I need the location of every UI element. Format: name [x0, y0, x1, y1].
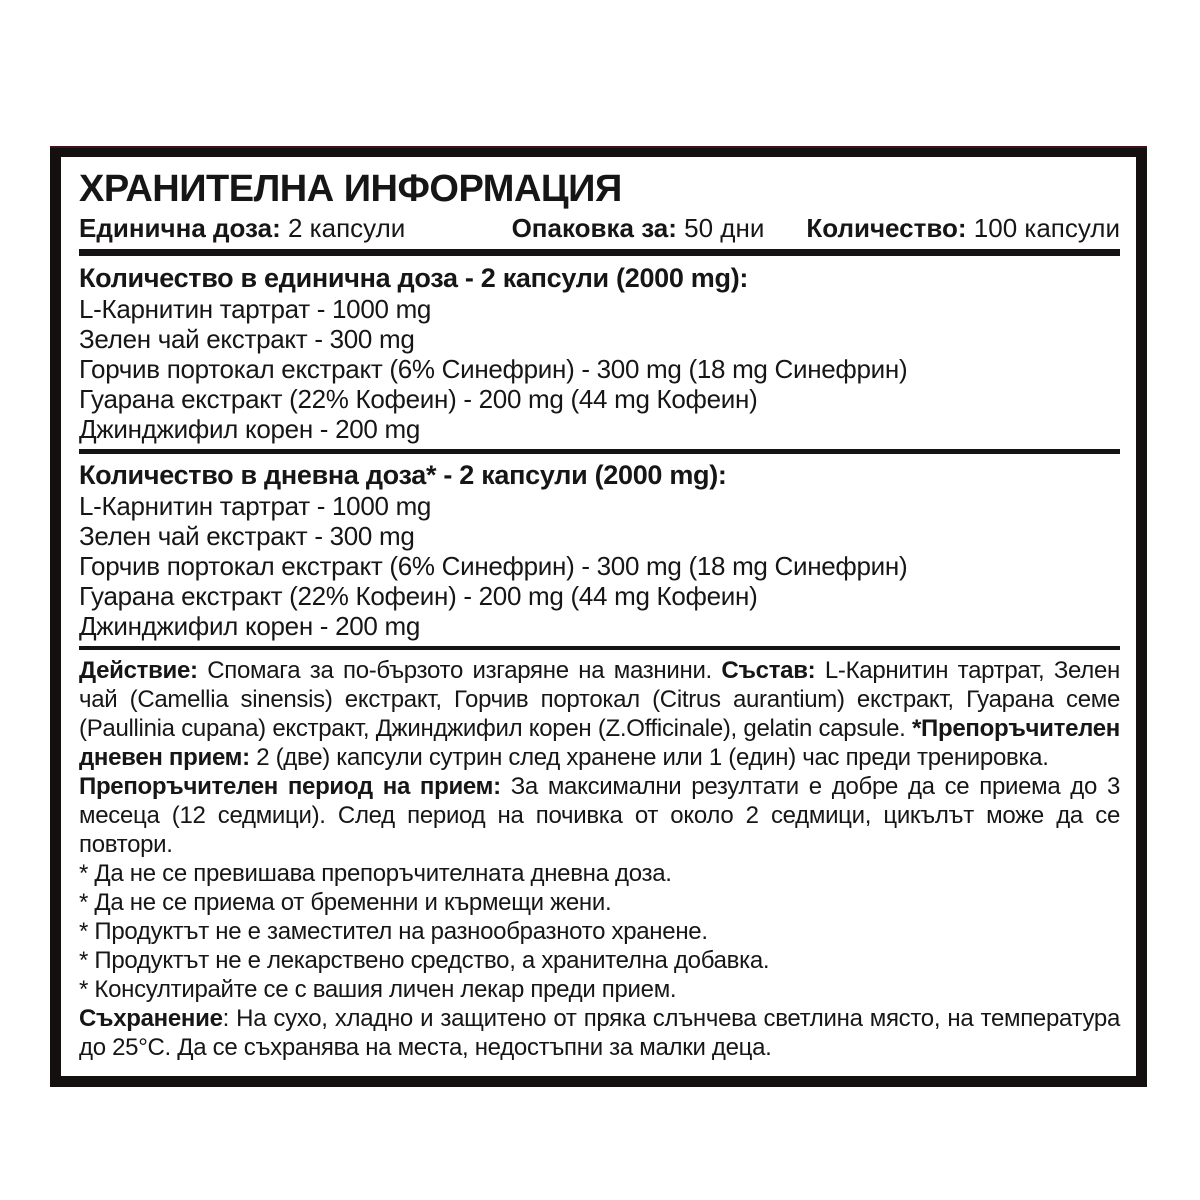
serving-section-single: [79, 262, 1120, 444]
quantity-value: 100 капсули: [973, 213, 1120, 243]
section-divider: [79, 646, 1120, 650]
single-dose-value: 2 капсули: [287, 213, 406, 243]
ingredient-line: Горчив портокал екстракт (6% Синефрин) - 300 mg (18 mg Синефрин): [79, 354, 908, 384]
ingredient-line: L-Карнитин тартрат - 1000 mg: [79, 491, 432, 521]
quantity-pair: [806, 213, 1120, 243]
ingredient-line: L-Карнитин тартрат - 1000 mg: [79, 294, 432, 324]
ingredient-line: Гуарана екстракт (22% Кофеин) - 200 mg (44 mg Кофеин): [79, 581, 758, 611]
package-label: Опаковка за:: [511, 213, 677, 243]
ingredient-line: Джинджифил корен - 200 mg: [79, 611, 421, 641]
ingredient-line: Джинджифил корен - 200 mg: [79, 414, 421, 444]
info-paragraphs: [79, 656, 1120, 1062]
warning-line: * Да не се приема от бременни и кърмещи жени.: [79, 889, 612, 916]
warning-line: * Консултирайте се с вашия личен лекар преди прием.: [79, 976, 677, 1003]
ingredient-line: Зелен чай екстракт - 300 mg: [79, 521, 415, 551]
package-pair: [512, 213, 765, 243]
section-heading: Количество в единична доза - 2 капсули (2000 mg):: [79, 263, 749, 293]
nutrition-label: [50, 146, 1147, 1087]
single-dose-pair: [79, 213, 405, 243]
action-composition-paragraph: Действие: Спомага за по-бързото изгаряне на мазнини. Състав: L-Карнитин тартрат, Зелен чай (Camellia sinensis) екстракт, Горчив портокал (Citrus aurantium) екстракт, Гуарана семе (Paullinia cupana) екстракт, Джинджифил корен (Z.Officinale), gelatin capsule. *Препоръчителен дневен прием: 2 (две) капсули сутрин след хранене или 1 (един) час преди тренировка.: [79, 657, 1120, 771]
storage-paragraph: Съхранение: На сухо, хладно и защитено от пряка слънчева светлина място, на температура до 25°С. Да се съхранява на места, недостъпни за малки деца.: [79, 1005, 1120, 1061]
quantity-label: Количество:: [806, 213, 967, 243]
section-divider: [79, 249, 1120, 256]
single-dose-label: Единична доза:: [79, 213, 281, 243]
warning-line: * Да не се превишава препоръчителната дневна доза.: [79, 860, 672, 887]
warning-line: * Продуктът не е заместител на разнообразното хранене.: [79, 918, 708, 945]
ingredient-line: Горчив портокал екстракт (6% Синефрин) - 300 mg (18 mg Синефрин): [79, 551, 908, 581]
serving-section-daily: [79, 459, 1120, 641]
ingredient-line: Гуарана екстракт (22% Кофеин) - 200 mg (44 mg Кофеин): [79, 384, 758, 414]
package-value: 50 дни: [684, 213, 765, 243]
ingredient-line: Зелен чай екстракт - 300 mg: [79, 324, 415, 354]
label-title: ХРАНИТЕЛНА ИНФОРМАЦИЯ: [79, 168, 622, 210]
section-divider: [79, 449, 1120, 454]
warning-line: * Продуктът не е лекарствено средство, а хранителна добавка.: [79, 947, 770, 974]
intake-period-paragraph: Препоръчителен период на прием: За максимални резултати е добре да се приема до 3 месеца (12 седмици). След период на почивка от около 2 седмици, цикълът може да се повтори.: [79, 773, 1120, 858]
section-heading: Количество в дневна доза* - 2 капсули (2000 mg):: [79, 460, 727, 490]
label-content: [61, 157, 1136, 1076]
dose-row: [79, 213, 1120, 243]
